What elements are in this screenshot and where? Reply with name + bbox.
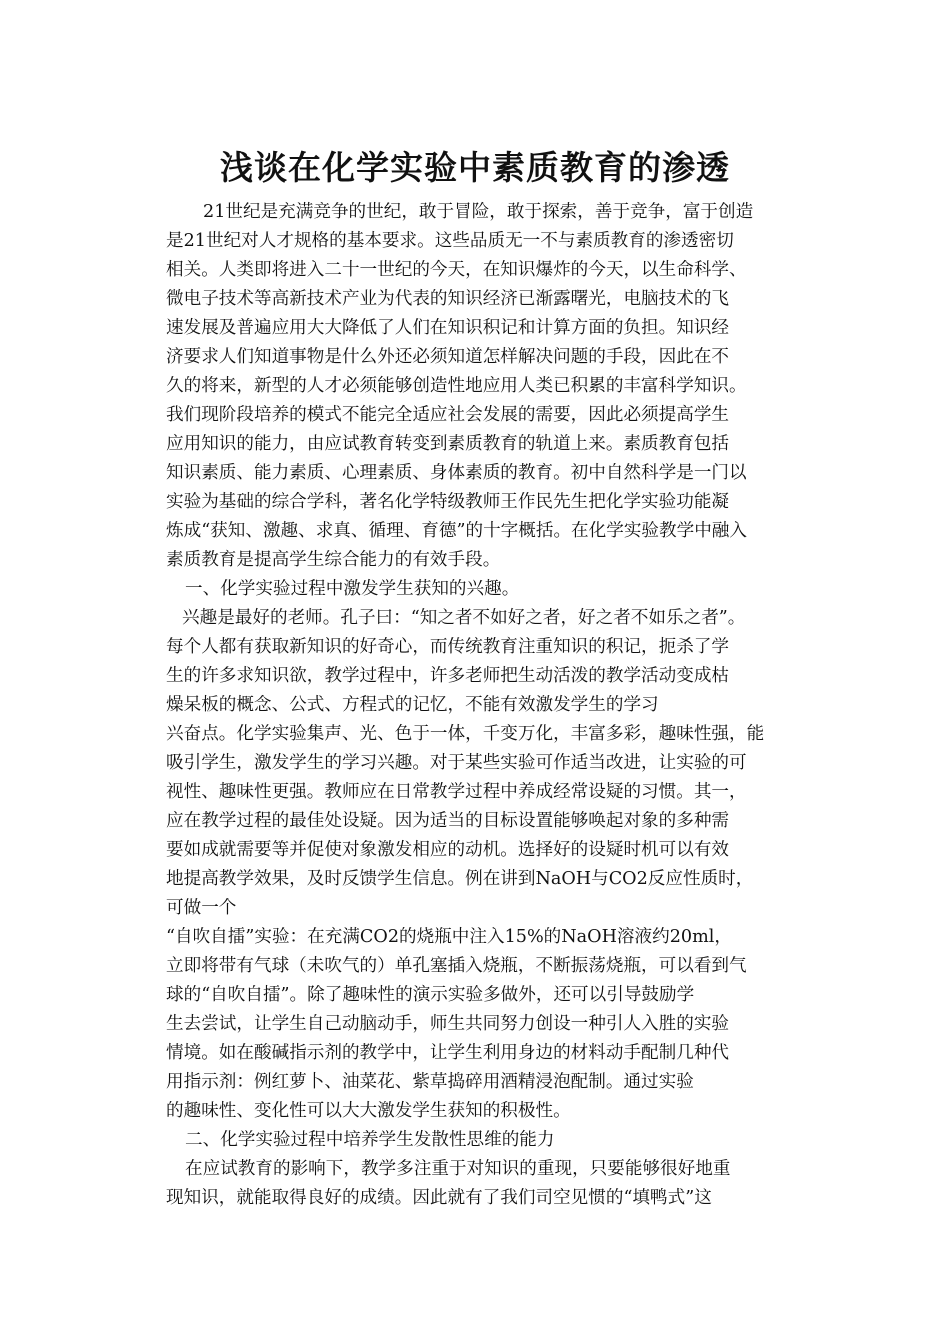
- text-line: 每个人都有获取新知识的好奇心，而传统教育注重知识的积记，扼杀了学: [166, 637, 730, 657]
- text-line: 实验为基础的综合学科，著名化学特级教师王作民先生把化学实验功能凝: [166, 492, 730, 512]
- text-line: 生的许多求知识欲，教学过程中，许多老师把生动活泼的教学活动变成枯: [166, 666, 730, 686]
- text-line: 在应试教育的影响下，教学多注重于对知识的重现，只要能够很好地重: [185, 1159, 731, 1179]
- text-line: 应在教学过程的最佳处设疑。因为适当的目标设置能够唤起对象的多种需: [166, 811, 730, 831]
- text-line: 速发展及普遍应用大大降低了人们在知识积记和计算方面的负担。知识经: [166, 318, 730, 338]
- text-line: 炼成“获知、激趣、求真、循理、育德”的十字概括。在化学实验教学中融入: [166, 521, 747, 541]
- text-line: “自吹自擂”实验：在充满CO2的烧瓶中注入15%的NaOH溶液约20ml，: [166, 927, 732, 947]
- text-line: 地提高教学效果，及时反馈学生信息。例在讲到NaOH与CO2反应性质时，: [166, 869, 754, 889]
- text-line: 吸引学生，激发学生的学习兴趣。对于某些实验可作适当改进，让实验的可: [166, 753, 747, 773]
- text-line: 视性、趣味性更强。教师应在日常教学过程中养成经常设疑的习惯。其一，: [166, 782, 747, 802]
- text-line: 的趣味性、变化性可以大大激发学生获知的积极性。: [166, 1101, 571, 1121]
- text-line: 兴奋点。化学实验集声、光、色于一体，千变万化，丰富多彩，趣味性强，能: [166, 724, 765, 744]
- text-line: 知识素质、能力素质、心理素质、身体素质的教育。初中自然科学是一门以: [166, 463, 747, 483]
- document-title: 浅谈在化学实验中素质教育的渗透: [220, 148, 730, 187]
- text-line: 素质教育是提高学生综合能力的有效手段。: [166, 550, 501, 570]
- section-heading-1: 一、化学实验过程中激发学生获知的兴趣。: [185, 579, 520, 599]
- text-line: 用指示剂：例红萝卜、油菜花、紫草捣碎用酒精浸泡配制。通过实验: [166, 1072, 694, 1092]
- text-line: 我们现阶段培养的模式不能完全适应社会发展的需要，因此必须提高学生: [166, 405, 730, 425]
- text-line: 可做一个: [166, 898, 237, 918]
- text-line: 立即将带有气球（未吹气的）单孔塞插入烧瓶，不断振荡烧瓶，可以看到气: [166, 956, 747, 976]
- text-line: 球的“自吹自擂”。除了趣味性的演示实验多做外，还可以引导鼓励学: [166, 985, 695, 1005]
- text-line: 要如成就需要等并促使对象激发相应的动机。选择好的设疑时机可以有效: [166, 840, 730, 860]
- text-line: 微电子技术等高新技术产业为代表的知识经济已渐露曙光，电脑技术的飞: [166, 289, 730, 309]
- text-line: 相关。人类即将进入二十一世纪的今天，在知识爆炸的今天，以生命科学、: [166, 260, 747, 280]
- text-line: 应用知识的能力，由应试教育转变到素质教育的轨道上来。素质教育包括: [166, 434, 730, 454]
- section-heading-2: 二、化学实验过程中培养学生发散性思维的能力: [185, 1130, 555, 1150]
- text-line: 久的将来，新型的人才必须能够创造性地应用人类已积累的丰富科学知识。: [166, 376, 747, 396]
- text-line: 济要求人们知道事物是什么外还必须知道怎样解决问题的手段，因此在不: [166, 347, 730, 367]
- text-line: 是21世纪对人才规格的基本要求。这些品质无一不与素质教育的渗透密切: [166, 231, 734, 251]
- text-line: 燥呆板的概念、公式、方程式的记忆，不能有效激发学生的学习: [166, 695, 659, 715]
- text-line: 情境。如在酸碱指示剂的教学中，让学生利用身边的材料动手配制几种代: [166, 1043, 730, 1063]
- text-line: 生去尝试，让学生自己动脑动手，师生共同努力创设一种引人入胜的实验: [166, 1014, 730, 1034]
- text-line: 兴趣是最好的老师。孔子曰：“知之者不如好之者，好之者不如乐之者”。: [182, 608, 746, 628]
- text-line: 现知识，就能取得良好的成绩。因此就有了我们司空见惯的“填鸭式”这: [166, 1188, 712, 1208]
- text-line: 21世纪是充满竞争的世纪，敢于冒险，敢于探索，善于竞争，富于创造: [203, 202, 754, 222]
